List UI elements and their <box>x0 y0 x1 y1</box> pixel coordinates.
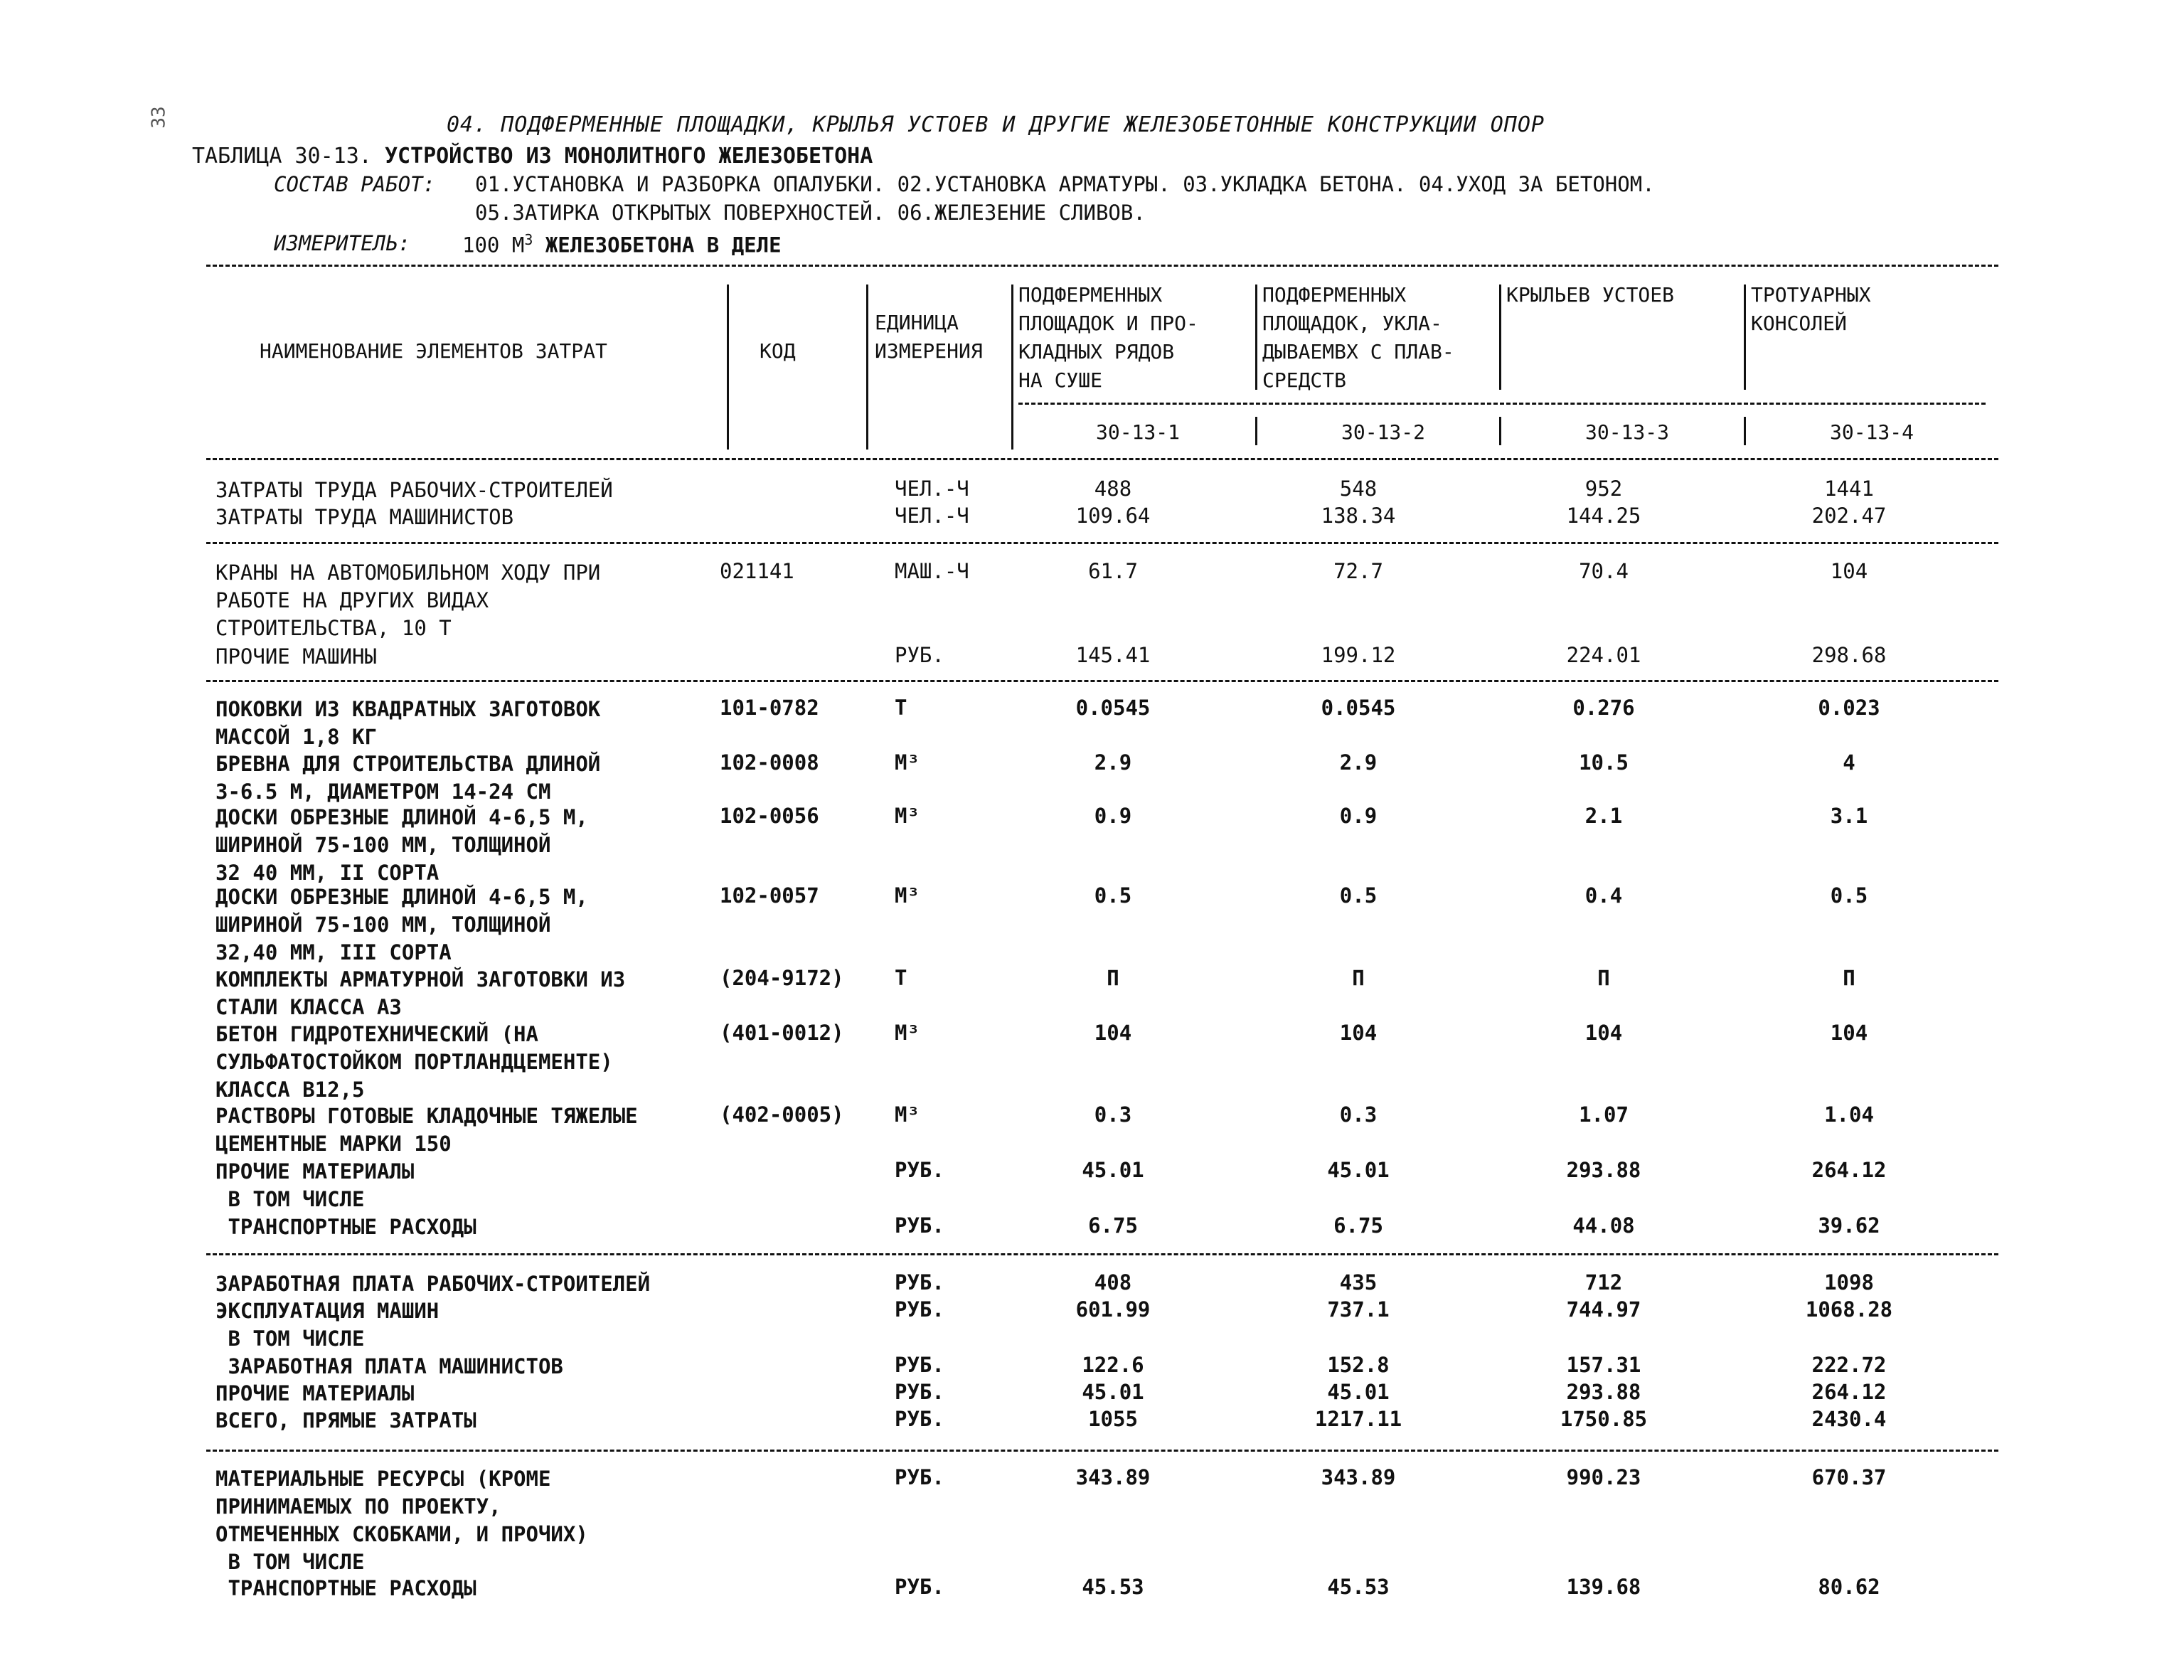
table-top-rule <box>206 265 1998 267</box>
row-code: 102-0008 <box>720 750 819 775</box>
row-name: БРЕВНА ДЛЯ СТРОИТЕЛЬСТВА ДЛИНОЙ 3-6.5 М, ДИАМЕТРОМ 14-24 СМ <box>215 752 601 804</box>
header-code-col1: 30-13-1 <box>1095 420 1180 444</box>
work-line-1: 01.УСТАНОВКА И РАЗБОРКА ОПАЛУБКИ. 02.УСТАНОВКА АРМАТУРЫ. 03.УКЛАДКА БЕТОНА. 04.УХОД ЗА БЕТОНОМ. <box>475 172 1655 196</box>
row-value-col2: 737.1 <box>1327 1297 1390 1322</box>
row-value-col2: 199.12 <box>1321 643 1396 667</box>
row-value-col4: 80.62 <box>1818 1575 1880 1599</box>
row-value-col2: П <box>1352 966 1365 990</box>
section-rule <box>206 542 1998 544</box>
row-value-col1: 2.9 <box>1094 750 1132 775</box>
row-unit: РУБ. <box>895 1575 944 1599</box>
table-heading <box>192 144 873 169</box>
row-value-col3: 293.88 <box>1566 1380 1641 1404</box>
row-name: ПРОЧИЕ МАТЕРИАЛЫ <box>215 1381 415 1405</box>
row-value-col1: 45.53 <box>1082 1575 1144 1599</box>
row-unit: Т <box>895 696 907 720</box>
row-code: 101-0782 <box>720 696 819 720</box>
row-value-col3: 224.01 <box>1566 643 1641 667</box>
header-sub-rule <box>1018 403 1986 405</box>
row-value-col1: 6.75 <box>1088 1213 1138 1238</box>
row-value-col3: 1.07 <box>1579 1102 1629 1127</box>
row-unit: РУБ. <box>895 1407 944 1431</box>
section-rule <box>206 680 1998 682</box>
row-value-col3: 139.68 <box>1566 1575 1641 1599</box>
meter-label: ИЗМЕРИТЕЛЬ: <box>274 231 411 255</box>
row-value-col2: 152.8 <box>1327 1353 1390 1377</box>
row-unit: ЧЕЛ.-Ч <box>895 504 969 528</box>
row-name: ЗАРАБОТНАЯ ПЛАТА МАШИНИСТОВ <box>215 1354 563 1378</box>
row-value-col3: 952 <box>1584 477 1623 501</box>
row-value-col3: 744.97 <box>1566 1297 1641 1322</box>
page-number: 33 <box>148 106 170 129</box>
row-unit: М³ <box>895 883 920 908</box>
row-value-col3: 1750.85 <box>1560 1407 1648 1431</box>
row-value-col1: 0.9 <box>1094 804 1132 828</box>
row-value-col4: П <box>1843 966 1855 990</box>
row-value-col1: 122.6 <box>1082 1353 1144 1377</box>
header-col3: КРЫЛЬЕВ УСТОЕВ <box>1506 283 1675 307</box>
header-divider <box>1499 417 1501 445</box>
row-value-col1: 45.01 <box>1082 1158 1144 1182</box>
header-code: КОД <box>760 339 796 363</box>
section-rule <box>206 1253 1998 1255</box>
row-name: ДОСКИ ОБРЕЗНЫЕ ДЛИНОЙ 4-6,5 М, ШИРИНОЙ 75-100 ММ, ТОЛЩИНОЙ 32 40 ММ, II СОРТА <box>215 805 588 885</box>
row-value-col1: 0.0545 <box>1075 696 1151 720</box>
row-value-col4: 264.12 <box>1811 1158 1887 1182</box>
row-name: БЕТОН ГИДРОТЕХНИЧЕСКИЙ (НА СУЛЬФАТОСТОЙКОМ ПОРТЛАНДЦЕМЕНТЕ) КЛАССА В12,5 <box>215 1022 613 1102</box>
row-name: РАСТВОРЫ ГОТОВЫЕ КЛАДОЧНЫЕ ТЯЖЕЛЫЕ ЦЕМЕНТНЫЕ МАРКИ 150 <box>215 1104 638 1156</box>
row-value-col1: 145.41 <box>1075 643 1151 667</box>
header-code-col2: 30-13-2 <box>1341 420 1425 444</box>
row-value-col2: 0.5 <box>1339 883 1378 908</box>
row-value-col2: 138.34 <box>1321 504 1396 528</box>
row-name: ВСЕГО, ПРЯМЫЕ ЗАТРАТЫ <box>215 1408 476 1432</box>
row-value-col1: 0.5 <box>1094 883 1132 908</box>
row-value-col4: 104 <box>1830 1021 1868 1045</box>
row-unit: РУБ. <box>895 1380 944 1404</box>
row-value-col2: 45.53 <box>1327 1575 1390 1599</box>
row-name: ЗАТРАТЫ ТРУДА МАШИНИСТОВ <box>215 505 514 529</box>
row-value-col2: 343.89 <box>1321 1465 1396 1489</box>
row-value-col4: 0.023 <box>1818 696 1880 720</box>
row-value-col1: 61.7 <box>1088 559 1138 583</box>
row-name: ПРОЧИЕ МАТЕРИАЛЫ В ТОМ ЧИСЛЕ <box>215 1159 415 1211</box>
table-label: ТАБЛИЦА 30-13. <box>192 144 372 169</box>
header-col2: ПОДФЕРМЕННЫХ ПЛОЩАДОК, УКЛА- ДЫВАЕМВХ С ПЛАВ- СРЕДСТВ <box>1262 283 1454 392</box>
row-code: (401-0012) <box>720 1021 844 1045</box>
row-unit: РУБ. <box>895 1353 944 1377</box>
row-name: КРАНЫ НА АВТОМОБИЛЬНОМ ХОДУ ПРИ РАБОТЕ НА ДРУГИХ ВИДАХ СТРОИТЕЛЬСТВА, 10 Т <box>215 560 601 640</box>
header-divider <box>1011 285 1013 450</box>
row-code: 102-0057 <box>720 883 819 908</box>
row-value-col4: 202.47 <box>1811 504 1887 528</box>
work-label: СОСТАВ РАБОТ: <box>274 172 435 196</box>
row-value-col4: 1.04 <box>1824 1102 1874 1127</box>
row-unit: МАШ.-Ч <box>895 559 969 583</box>
row-value-col1: 104 <box>1094 1021 1132 1045</box>
header-divider <box>1499 285 1501 390</box>
row-name: ЗАРАБОТНАЯ ПЛАТА РАБОЧИХ-СТРОИТЕЛЕЙ <box>215 1272 651 1296</box>
row-value-col1: 1055 <box>1088 1407 1138 1431</box>
table-title: УСТРОЙСТВО ИЗ МОНОЛИТНОГО ЖЕЛЕЗОБЕТОНА <box>384 144 873 169</box>
row-name: ТРАНСПОРТНЫЕ РАСХОДЫ <box>215 1576 476 1600</box>
row-value-col4: 222.72 <box>1811 1353 1887 1377</box>
row-code: 021141 <box>720 559 794 583</box>
row-value-col1: 45.01 <box>1082 1380 1144 1404</box>
meter-tail: ЖЕЛЕЗОБЕТОНА В ДЕЛЕ <box>533 233 782 257</box>
row-value-col2: 104 <box>1339 1021 1378 1045</box>
row-name: МАТЕРИАЛЬНЫЕ РЕСУРСЫ (КРОМЕ ПРИНИМАЕМЫХ ПО ПРОЕКТУ, ОТМЕЧЕННЫХ СКОБКАМИ, И ПРОЧИХ) В ТОМ ЧИСЛЕ <box>215 1467 588 1574</box>
header-bottom-rule <box>206 458 1998 460</box>
row-value-col2: 45.01 <box>1327 1158 1390 1182</box>
row-value-col1: 0.3 <box>1094 1102 1132 1127</box>
row-name: КОМПЛЕКТЫ АРМАТУРНОЙ ЗАГОТОВКИ ИЗ СТАЛИ КЛАССА А3 <box>215 967 626 1019</box>
row-value-col4: 1441 <box>1824 477 1874 501</box>
row-value-col4: 670.37 <box>1811 1465 1887 1489</box>
row-unit: РУБ. <box>895 1270 944 1294</box>
row-value-col3: 0.276 <box>1572 696 1635 720</box>
row-unit: М³ <box>895 1021 920 1045</box>
row-value-col2: 1217.11 <box>1314 1407 1402 1431</box>
row-value-col3: 44.08 <box>1572 1213 1635 1238</box>
header-code-col4: 30-13-4 <box>1829 420 1914 444</box>
header-divider <box>727 285 729 450</box>
row-value-col4: 4 <box>1843 750 1855 775</box>
header-col1: ПОДФЕРМЕННЫХ ПЛОЩАДОК И ПРО- КЛАДНЫХ РЯДОВ НА СУШЕ <box>1018 283 1198 392</box>
row-value-col2: 45.01 <box>1327 1380 1390 1404</box>
row-name: ПРОЧИЕ МАШИНЫ <box>215 644 377 669</box>
row-value-col1: 488 <box>1094 477 1132 501</box>
row-unit: М³ <box>895 804 920 828</box>
row-value-col3: 0.4 <box>1584 883 1623 908</box>
work-line-2: 05.ЗАТИРКА ОТКРЫТЫХ ПОВЕРХНОСТЕЙ. 06.ЖЕЛЕЗЕНИЕ СЛИВОВ. <box>475 201 1146 225</box>
row-value-col1: 408 <box>1094 1270 1132 1294</box>
header-code-col3: 30-13-3 <box>1584 420 1669 444</box>
row-value-col4: 1098 <box>1824 1270 1874 1294</box>
row-value-col4: 2430.4 <box>1811 1407 1887 1431</box>
row-value-col4: 264.12 <box>1811 1380 1887 1404</box>
row-value-col3: 990.23 <box>1566 1465 1641 1489</box>
row-value-col3: 2.1 <box>1584 804 1623 828</box>
row-unit: РУБ. <box>895 1158 944 1182</box>
row-value-col3: П <box>1597 966 1610 990</box>
row-unit: М³ <box>895 750 920 775</box>
row-unit: РУБ. <box>895 643 944 667</box>
row-value-col2: 0.3 <box>1339 1102 1378 1127</box>
row-value-col1: 601.99 <box>1075 1297 1151 1322</box>
row-value-col3: 157.31 <box>1566 1353 1641 1377</box>
header-unit: ЕДИНИЦА ИЗМЕРЕНИЯ <box>875 311 983 363</box>
row-value-col3: 10.5 <box>1579 750 1629 775</box>
row-value-col4: 1068.28 <box>1805 1297 1893 1322</box>
row-value-col1: П <box>1107 966 1119 990</box>
row-value-col2: 6.75 <box>1333 1213 1383 1238</box>
row-code: (402-0005) <box>720 1102 844 1127</box>
header-divider <box>866 285 868 450</box>
row-value-col3: 293.88 <box>1566 1158 1641 1182</box>
row-value-col4: 298.68 <box>1811 643 1887 667</box>
row-unit: Т <box>895 966 907 990</box>
row-code: (204-9172) <box>720 966 844 990</box>
row-code: 102-0056 <box>720 804 819 828</box>
row-unit: ЧЕЛ.-Ч <box>895 477 969 501</box>
row-value-col3: 70.4 <box>1579 559 1629 583</box>
meter-line <box>462 231 782 257</box>
row-value-col2: 72.7 <box>1333 559 1383 583</box>
row-value-col2: 0.0545 <box>1321 696 1396 720</box>
row-value-col2: 2.9 <box>1339 750 1378 775</box>
row-value-col1: 343.89 <box>1075 1465 1151 1489</box>
row-value-col2: 548 <box>1339 477 1378 501</box>
row-name: ПОКОВКИ ИЗ КВАДРАТНЫХ ЗАГОТОВОК МАССОЙ 1,8 КГ <box>215 697 601 749</box>
row-value-col2: 435 <box>1339 1270 1378 1294</box>
row-value-col4: 104 <box>1830 559 1868 583</box>
row-value-col4: 0.5 <box>1830 883 1868 908</box>
row-name: ЭКСПЛУАТАЦИЯ МАШИН В ТОМ ЧИСЛЕ <box>215 1299 440 1351</box>
header-divider <box>1744 285 1746 390</box>
row-value-col1: 109.64 <box>1075 504 1151 528</box>
meter-value: 100 М <box>462 233 525 257</box>
row-unit: М³ <box>895 1102 920 1127</box>
row-name: ТРАНСПОРТНЫЕ РАСХОДЫ <box>215 1215 476 1239</box>
row-value-col3: 144.25 <box>1566 504 1641 528</box>
section-rule <box>206 1450 1998 1452</box>
row-name: ЗАТРАТЫ ТРУДА РАБОЧИХ-СТРОИТЕЛЕЙ <box>215 478 613 502</box>
section-title: 04. ПОДФЕРМЕННЫЕ ПЛОЩАДКИ, КРЫЛЬЯ УСТОЕВ И ДРУГИЕ ЖЕЛЕЗОБЕТОННЫЕ КОНСТРУКЦИИ ОПОР <box>447 112 1545 137</box>
row-value-col3: 104 <box>1584 1021 1623 1045</box>
row-value-col4: 3.1 <box>1830 804 1868 828</box>
header-divider <box>1255 285 1257 390</box>
header-divider <box>1744 417 1746 445</box>
row-name: ДОСКИ ОБРЕЗНЫЕ ДЛИНОЙ 4-6,5 М, ШИРИНОЙ 75-100 ММ, ТОЛЩИНОЙ 32,40 ММ, III СОРТА <box>215 885 588 964</box>
row-unit: РУБ. <box>895 1297 944 1322</box>
header-divider <box>1255 417 1257 445</box>
meter-sup: 3 <box>524 231 533 248</box>
header-name: НАИМЕНОВАНИЕ ЭЛЕМЕНТОВ ЗАТРАТ <box>260 339 607 363</box>
row-value-col3: 712 <box>1584 1270 1623 1294</box>
row-value-col2: 0.9 <box>1339 804 1378 828</box>
header-col4: ТРОТУАРНЫХ КОНСОЛЕЙ <box>1751 283 1871 335</box>
row-unit: РУБ. <box>895 1465 944 1489</box>
row-unit: РУБ. <box>895 1213 944 1238</box>
row-value-col4: 39.62 <box>1818 1213 1880 1238</box>
